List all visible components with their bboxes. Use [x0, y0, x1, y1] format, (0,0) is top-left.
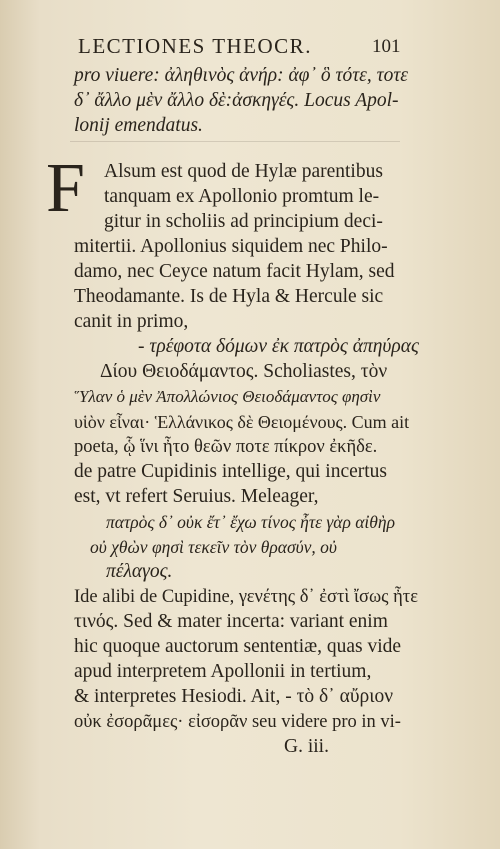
top-note-line-3: lonij emendatus.	[74, 115, 203, 136]
text-line: poeta, ᾧ ἵνι ἦτο θεῶν ποτε πίκρον ἐκῆδε.	[74, 437, 378, 457]
greek-quote-line: οὐ χθὼν φησὶ τεκεῖν τὸν θρασύν, οὐ	[90, 537, 337, 557]
text-line: Δίου Θειοδάμαντος. Scholiastes, τὸν	[100, 361, 388, 382]
text-line: οὐκ ἐσορᾶμες· εἰσορᾶν seu videre pro in vi-	[74, 712, 401, 732]
text-line: damo, nec Ceyce natum facit Hylam, sed	[74, 261, 395, 282]
divider	[70, 141, 400, 142]
signature-mark: G. iii.	[284, 736, 329, 757]
text-line: & interpretes Hesiodi. Ait, - τὸ δ᾽ αὔριον	[74, 686, 394, 707]
text-line: Alsum est quod de Hylæ parentibus	[104, 161, 383, 182]
text-line: de patre Cupidinis intellige, qui incertus	[74, 461, 388, 482]
text-line: est, vt refert Seruius. Meleager,	[74, 486, 319, 507]
drop-capital: F	[46, 150, 85, 227]
text-line: canit in primo,	[74, 311, 189, 332]
top-note-line-2: δ᾽ ἄλλο μὲν ἄλλο δὲ:ἀσκηγές. Locus Apol-	[74, 90, 399, 111]
top-note-line-1: pro viuere: ἀληθινὸς ἀνήρ: ἀφ᾽ ὃ τότε, τοτε	[74, 65, 408, 86]
greek-quote-line: - τρέφοτα δόμων ἐκ πατρὸς ἀπηύρας	[138, 336, 419, 357]
page-number: 101	[372, 36, 401, 57]
running-head: LECTIONES THEOCR.	[78, 34, 312, 58]
text-line: Ide alibi de Cupidine, γενέτης δ᾽ ἐστὶ ἴσως ἦτε	[74, 587, 418, 607]
text-line: mitertii. Apollonius siquidem nec Philo-	[74, 236, 388, 257]
text-line: τινός. Sed & mater incerta: variant enim	[74, 611, 388, 632]
text-line: gitur in scholiis ad principium deci-	[104, 211, 383, 232]
text-line: Theodamante. Is de Hyla & Hercule sic	[74, 286, 384, 307]
text-line: tanquam ex Apollonio promtum le-	[104, 186, 380, 207]
text-line: hic quoque auctorum sententiæ, quas vide	[74, 636, 402, 657]
greek-quote-line: πέλαγος.	[106, 561, 173, 582]
text-line: apud interpretem Apollonii in tertium,	[74, 661, 372, 682]
greek-line: Ὕλαν ὁ μὲν Ἀπολλώνιος Θειοδάμαντος φησὶν	[74, 387, 381, 406]
text-line: υἱὸν εἶναι· Ἑλλάνικος δὲ Θειομένους. Cum ait	[74, 412, 410, 432]
greek-quote-line: πατρὸς δ᾽ οὐκ ἔτ᾽ ἔχω τίνος ἦτε γὰρ αἰθὴρ	[106, 512, 395, 532]
